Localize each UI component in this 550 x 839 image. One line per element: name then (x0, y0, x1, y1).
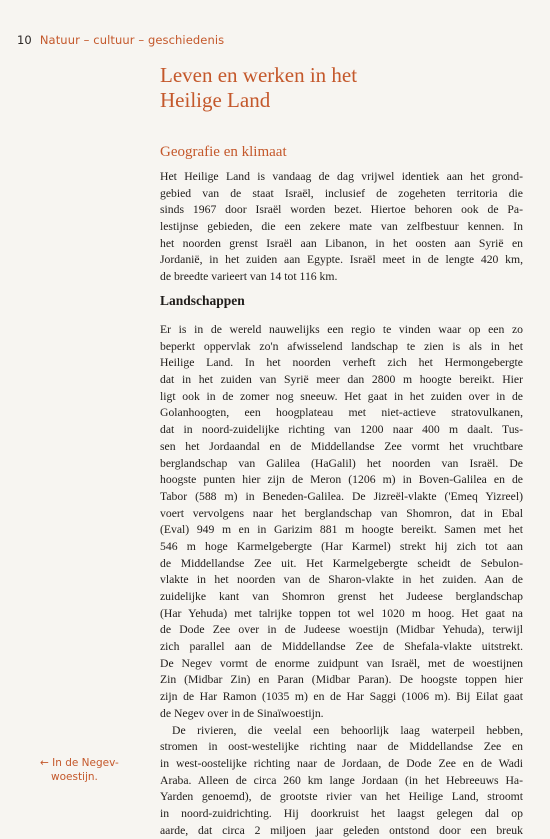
text-line: voert vervolgens naar het berglandschap van Shomron, dat in Ebal (160, 506, 523, 520)
section-title: Geografie en klimaat (160, 144, 287, 160)
chapter-title-line: Heilige Land (160, 88, 271, 112)
text-line: in west-oostelijke richting naar de Jordaan, de Dode Zee en de Wadi (160, 756, 523, 770)
text-line: zuidelijke kant van Shomron grenst het Judeese berglandschap (160, 590, 523, 603)
chapter-title (160, 63, 520, 113)
text-line: ligt ook in de zomer nog sneeuw. Het gaat in het zuiden over in de (160, 389, 523, 403)
running-head (17, 33, 224, 47)
intro-paragraph (160, 169, 523, 286)
text-line: Tabor (588 m) in Beneden-Galilea. De Jizreël-vlakte ('Emeq Yizreel) (160, 489, 523, 503)
text-line: De Negev vormt de enorme zuidpunt van Israël, met de woestijnen (160, 656, 523, 670)
text-line: Het Heilige Land is vandaag de dag vrijwel identiek aan het grond- (160, 170, 523, 183)
caption-line: ← In de Negev- (40, 757, 119, 769)
text-line: dat in noord-zuidelijke richting van 1200 naar 400 m daalt. Tus- (160, 423, 523, 437)
text-line: Jordanië, in het zuiden aan Egypte. Israël meet in de lengte 420 km, (160, 253, 523, 267)
photo-caption (40, 756, 140, 784)
subsection-title: Landschappen (160, 293, 245, 308)
landscape-paragraphs (160, 322, 523, 839)
text-line: (Har Yehuda) met talrijke toppen tot wel 1020 m hoog. Het gaat na (160, 606, 523, 620)
text-line: Er is in de wereld nauwelijks een regio te vinden waar op een zo (160, 323, 523, 336)
text-line: stromen in oost-westelijke richting naar de Middellandse Zee en (160, 740, 523, 754)
text-line: dat in het zuiden van Syrië meer dan 2800 m hoogte bereikt. Hier (160, 373, 523, 387)
text-line: zich parallel aan de Middellandse Zee de Shefala-vlakte uitstrekt. (160, 640, 523, 654)
text-line: Yarden genoemd), de grootste rivier van het Heilige Land, stroomt (160, 790, 523, 804)
text-line: De rivieren, die veelal een behoorlijk laag waterpeil hebben, (172, 723, 523, 737)
text-line: Araba. Alleen de circa 260 km lange Jordaan (in het Hebreeuws Ha- (160, 773, 523, 787)
text-line: aarde, dat circa 2 miljoen jaar geleden ontstond door een breuk (160, 823, 523, 837)
text-line: Heilige Land. In het noorden verheft zich het Hermongebergte (160, 356, 523, 370)
page-number: 10 (17, 33, 32, 47)
text-line: (Eval) 949 m en in Garizim 881 m hoogte bereikt. Samen met het (160, 523, 523, 537)
text-line: in noord-zuidrichting. Hij doorkruist het laagst gelegen dal op (160, 806, 523, 820)
text-line: het noorden grenst Israël aan Libanon, in het oosten aan Syrië en (160, 236, 523, 250)
text-line: hoogste punten hier zijn de Meron (1206 m) in Boven-Galilea en de (160, 473, 523, 487)
text-line: de Middellandse Zee uit. Het Karmelgebergte scheidt de Sebulon- (160, 556, 523, 570)
text-line: Zin (Midbar Zin) en Paran (Midbar Paran). De hoogste toppen hier (160, 673, 523, 687)
chapter-title-line: Leven en werken in het (160, 63, 358, 87)
text-line: de Negev over in de Sinaïwoestijn. (160, 706, 324, 720)
text-line: 546 m hoge Karmelgebergte (Har Karmel) strekt hij zich tot aan (160, 539, 523, 553)
text-line: sen het Jordaandal en de Middellandse Zee vormt het vruchtbare (160, 439, 523, 453)
text-line: berglandschap van Galilea (HaGalil) het noorden van Israël. De (160, 456, 523, 470)
caption-line: woestijn. (51, 771, 98, 783)
text-line: Golanhoogten, een hoogplateau met niet-actieve stratovulkanen, (160, 406, 523, 420)
running-head-label: Natuur – cultuur – geschiedenis (39, 33, 225, 47)
text-line: zijn de Har Ramon (1035 m) en de Har Saggi (1006 m). Bij Eilat gaat (160, 690, 523, 704)
text-line: vlakte in het noorden van de Sharon-vlakte in het zuiden. Aan de (160, 573, 523, 587)
text-line: sinds 1967 door Israël worden bezet. Hiertoe behoren ook de Pa- (160, 203, 523, 217)
text-line: gebied van de staat Israël, inclusief de zogeheten territoria die (160, 186, 523, 200)
text-line: beperkt oppervlak zo'n afwisselend landschap te zien is als in het (160, 339, 523, 353)
text-line: lestijnse gebieden, die een zekere mate van zelfbestuur kennen. In (160, 220, 523, 234)
text-line: de Dode Zee over in de Judeese woestijn (Midbar Yehuda), terwijl (160, 623, 523, 637)
text-line: de breedte varieert van 14 tot 116 km. (160, 270, 338, 284)
